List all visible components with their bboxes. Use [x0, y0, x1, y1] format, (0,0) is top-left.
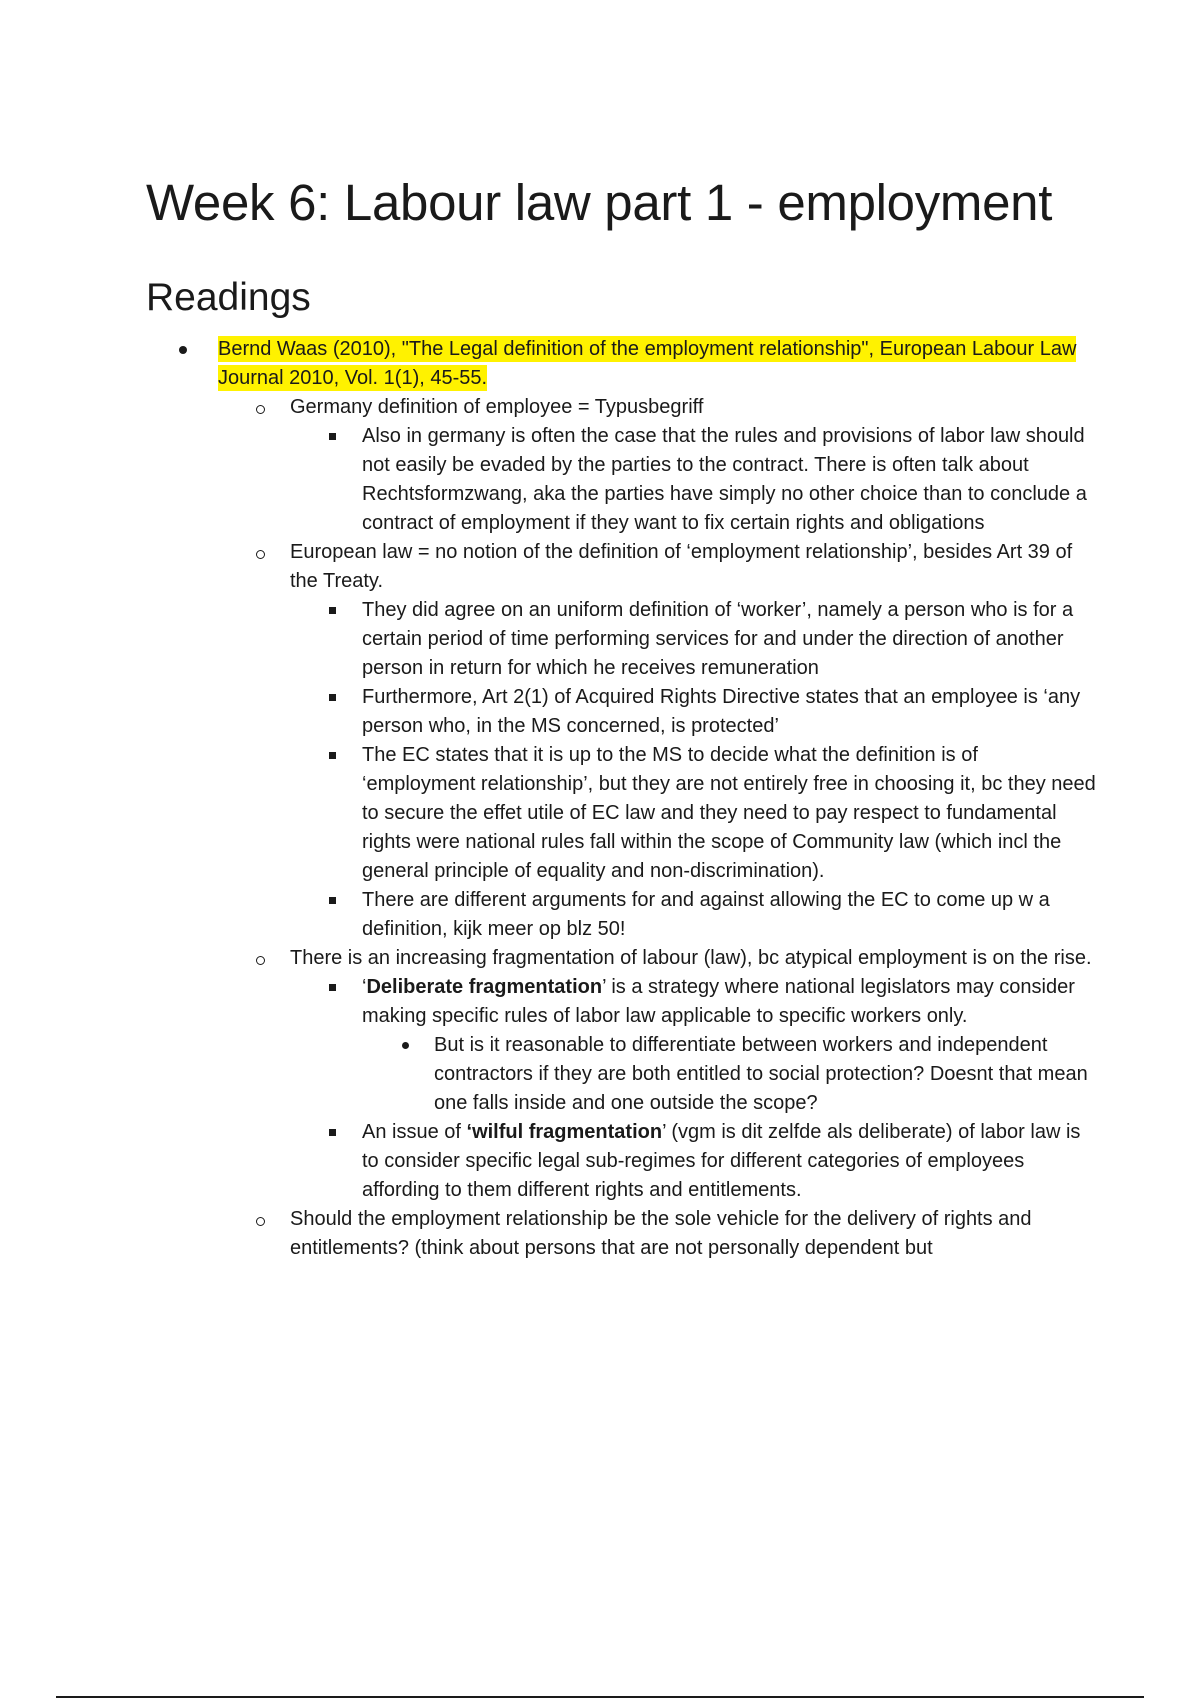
hollow-bullet-icon [256, 550, 265, 559]
hollow-bullet-icon [256, 956, 265, 965]
square-bullet-icon [329, 752, 336, 759]
bold-term-deliberate-fragmentation: Deliberate fragmentation [366, 976, 603, 998]
list-item-text: Also in germany is often the case that the rules and provisions of labor law should not easily be evaded by the parties to the contract. There is often talk about Rechtsformzwang, aka the parties have simply no other choice than to conclude a contract of employment if they want to fix certain rights and obligations [362, 425, 1087, 534]
list-item [146, 596, 1096, 683]
list-item [146, 393, 1096, 538]
square-bullet-icon [329, 694, 336, 701]
reading-item [146, 335, 1096, 1263]
sub-list [290, 596, 1096, 944]
reading-notes [218, 393, 1096, 1263]
sub-list [290, 422, 1096, 538]
readings-list [146, 335, 1096, 1263]
page-bottom-rule [56, 1696, 1144, 1698]
list-item-text: Germany definition of employee = Typusbegriff [290, 396, 704, 418]
list-item [146, 1118, 1096, 1205]
filled-bullet-icon [179, 346, 187, 354]
bold-term-wilful-fragmentation: ‘wilful fragmentation [466, 1121, 663, 1143]
quote-mark: ‘ [362, 976, 367, 998]
list-item [146, 683, 1096, 741]
section-heading-readings: Readings [146, 276, 311, 319]
list-item-text: There are different arguments for and against allowing the EC to come up w a definition, kijk meer op blz 50! [362, 889, 1050, 940]
document-title: Week 6: Labour law part 1 - employment [146, 174, 1053, 231]
highlighted-reading-citation: Bernd Waas (2010), "The Legal definition of the employment relationship", European Labour Law Journal 2010, Vol. 1(1), 45-55. [218, 338, 1077, 389]
list-item-prefix: An issue of [362, 1121, 467, 1143]
list-item-text: Furthermore, Art 2(1) of Acquired Rights Directive states that an employee is ‘any person who, in the MS concerned, is protected’ [362, 686, 1081, 737]
list-item-text: ’ (vgm is dit zelfde als deliberate) of labor law is to consider specific legal sub-regimes for different categories of employees affording to them different rights and entitlements. [362, 1121, 1081, 1201]
hollow-bullet-icon [256, 405, 265, 414]
list-item [146, 1205, 1096, 1263]
list-item-text: The EC states that it is up to the MS to decide what the definition is of ‘employment relationship’, but they are not entirely free in choosing it, bc they need to secure the effet utile of EC law and they need to pay respect to fundamental rights were national rules fall within the scope of Community law (which incl the general principle of equality and non-discrimination). [362, 744, 1096, 882]
list-item-text: Should the employment relationship be the sole vehicle for the delivery of rights and entitlements? (think about persons that are not personally dependent but [290, 1208, 1032, 1259]
list-item [146, 422, 1096, 538]
square-bullet-icon [329, 1129, 336, 1136]
list-item [146, 741, 1096, 886]
list-item-text: ’ is a strategy where national legislators may consider making specific rules of labor law applicable to specific workers only. [362, 976, 1075, 1027]
square-bullet-icon [329, 607, 336, 614]
sub-list [290, 973, 1096, 1205]
filled-bullet-icon [402, 1042, 409, 1049]
hollow-bullet-icon [256, 1217, 265, 1226]
square-bullet-icon [329, 433, 336, 440]
list-item-text: European law = no notion of the definition of ‘employment relationship’, besides Art 39 of the Treaty. [290, 541, 1073, 592]
list-item [146, 538, 1096, 944]
list-item [146, 886, 1096, 944]
square-bullet-icon [329, 897, 336, 904]
list-item [146, 1031, 1096, 1118]
sub-list [362, 1031, 1096, 1118]
list-item [146, 944, 1096, 1205]
list-item-text: There is an increasing fragmentation of labour (law), bc atypical employment is on the rise. [290, 947, 1092, 969]
list-item [146, 973, 1096, 1118]
list-item-text: They did agree on an uniform definition of ‘worker’, namely a person who is for a certain period of time performing services for and under the direction of another person in return for which he receives remuneration [362, 599, 1074, 679]
list-item-text: But is it reasonable to differentiate between workers and independent contractors if they are both entitled to social protection? Doesnt that mean one falls inside and one outside the scope? [434, 1034, 1088, 1114]
document-page [146, 170, 1096, 1263]
square-bullet-icon [329, 984, 336, 991]
